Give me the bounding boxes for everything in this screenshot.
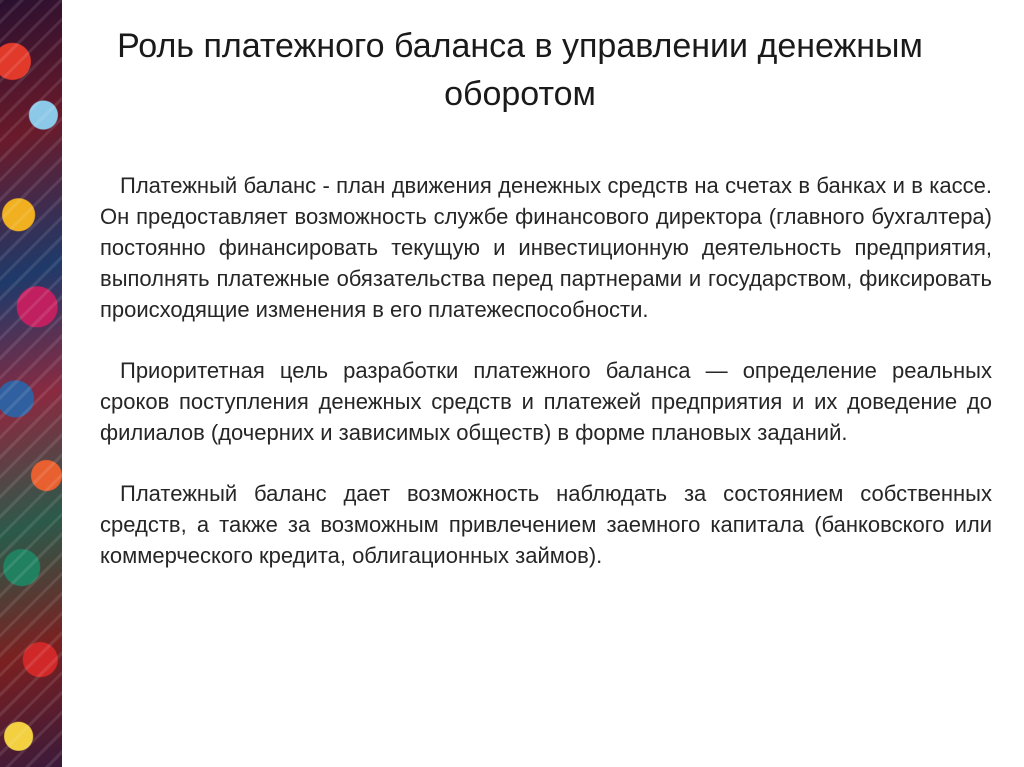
paragraph-monitoring: Платежный баланс дает возможность наблюдать за состоянием собственных средств, а также за возможным привлечением заемного капитала (банковского или коммерческого кредита, облигационных займов). <box>100 481 992 568</box>
slide-body <box>100 170 992 601</box>
paragraph-goal: Приоритетная цель разработки платежного баланса — определение реальных сроков поступления денежных средств и платежей предприятия и их доведение до филиалов (дочерних и зависимых обществ) в форме плановых заданий. <box>100 358 992 445</box>
paragraph-definition: Платежный баланс - план движения денежных средств на счетах в банках и в кассе. Он предоставляет возможность службе финансового директора (главного бухгалтера) постоянно финансировать текущую и инвестиционную деятельность предприятия, выполнять платежные обязательства перед партнерами и государством, фиксировать происходящие изменения в его платежеспособности. <box>100 173 992 322</box>
decorative-side-artwork <box>0 0 62 767</box>
slide-title: Роль платежного баланса в управлении денежным оборотом <box>117 27 923 113</box>
